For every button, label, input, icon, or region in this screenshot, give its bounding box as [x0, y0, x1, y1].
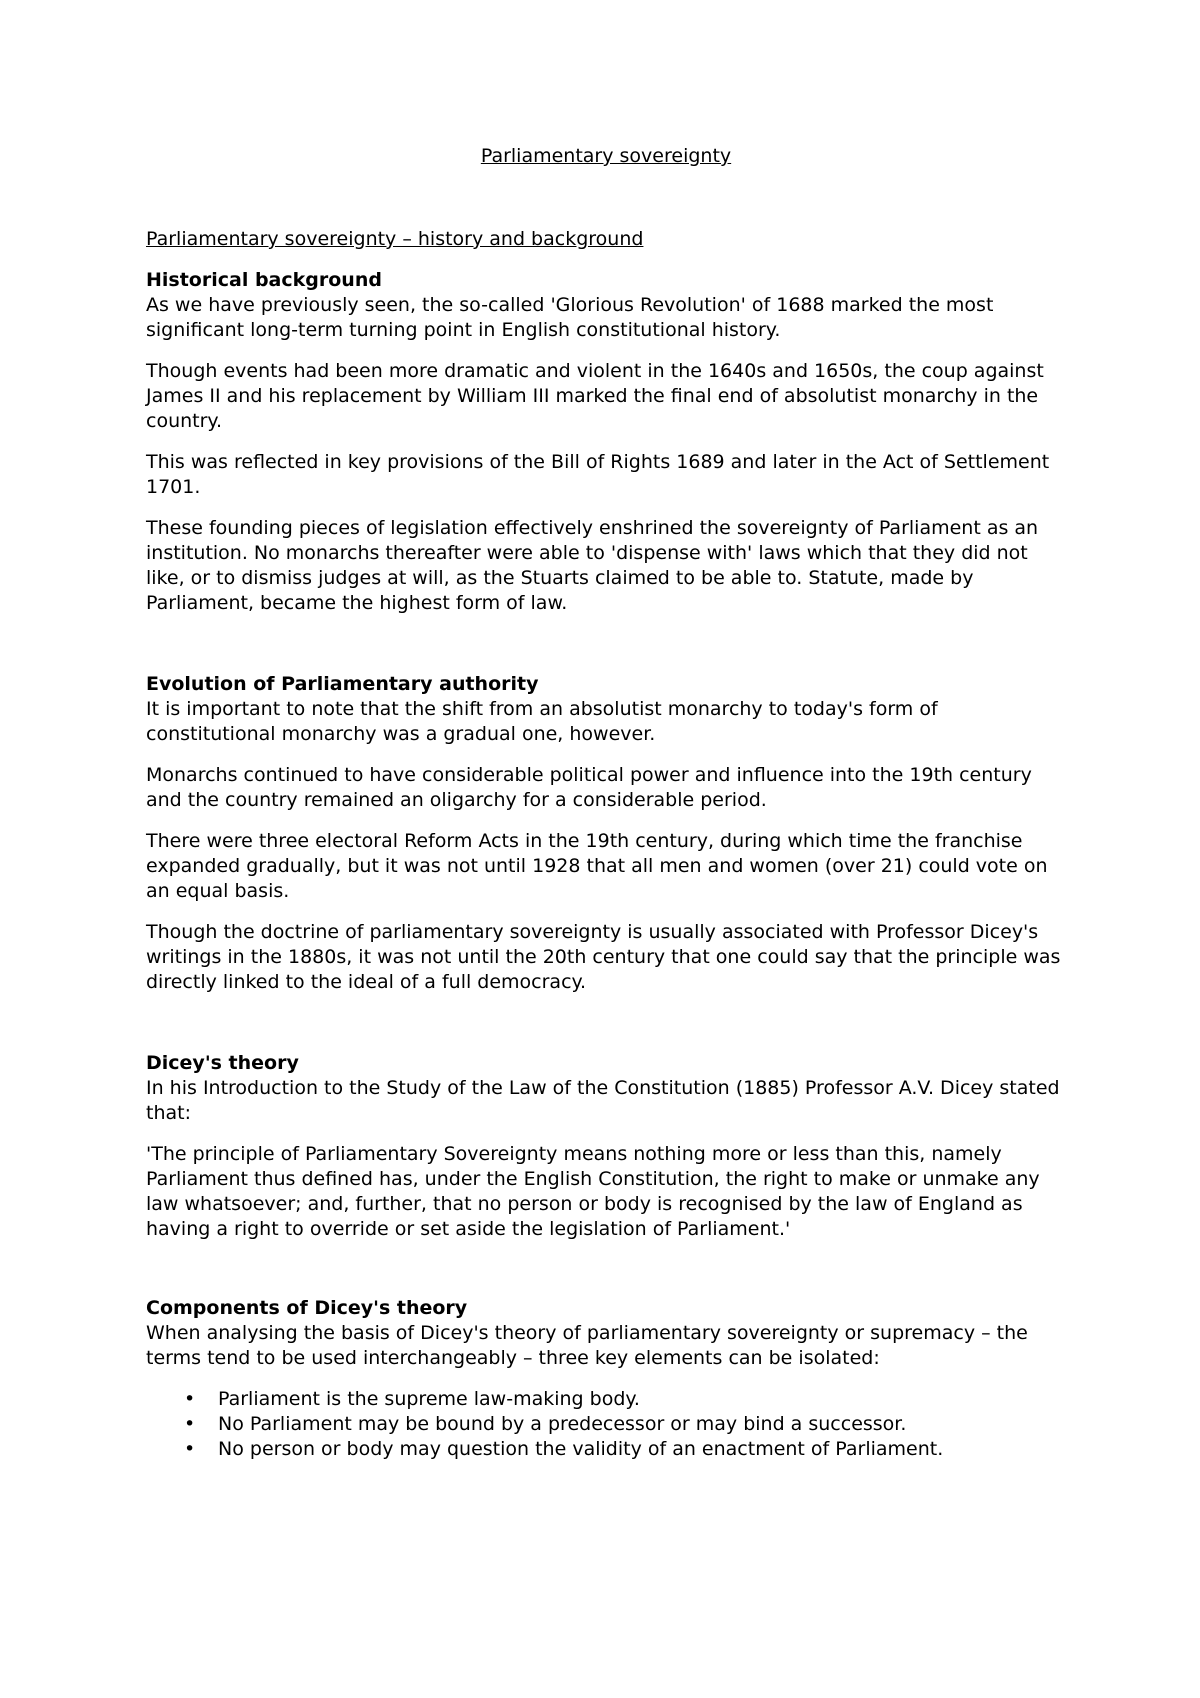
paragraph: There were three electoral Reform Acts in the 19th century, during which time the franchise expanded gradually, but it was not until 1928 that all men and women (over 21) could vote on an equal basis.	[146, 830, 1048, 902]
section-heading: Dicey's theory	[146, 1052, 299, 1074]
paragraph: Though the doctrine of parliamentary sovereignty is usually associated with Professor Dicey's writings in the 1880s, it was not until the 20th century that one could say that the principle was directly linked to the ideal of a full democracy.	[146, 921, 1061, 993]
paragraph: Monarchs continued to have considerable political power and influence into the 19th century and the country remained an oligarchy for a considerable period.	[146, 764, 1032, 811]
list-item	[146, 1387, 1066, 1412]
section-heading: Components of Dicey's theory	[146, 1297, 468, 1319]
paragraph: Though events had been more dramatic and violent in the 1640s and 1650s, the coup against James II and his replacement by William III marked the final end of absolutist monarchy in the country.	[146, 360, 1044, 432]
quote-paragraph: 'The principle of Parliamentary Sovereignty means nothing more or less than this, namely Parliament thus defined has, under the English Constitution, the right to make or unmake any law whatsoever; and, further, that no person or body is recognised by the law of England as having a right to override or set aside the legislation of Parliament.'	[146, 1143, 1040, 1240]
section-heading: Evolution of Parliamentary authority	[146, 673, 539, 695]
section-components-of-diceys-theory	[146, 1296, 1066, 1462]
list-item-text: Parliament is the supreme law-making body.	[218, 1388, 640, 1410]
section-diceys-theory	[146, 1051, 1066, 1258]
paragraph: This was reflected in key provisions of the Bill of Rights 1689 and later in the Act of Settlement 1701.	[146, 451, 1050, 498]
paragraph: As we have previously seen, the so-called 'Glorious Revolution' of 1688 marked the most significant long-term turning point in English constitutional history.	[146, 294, 994, 341]
paragraph: These founding pieces of legislation effectively enshrined the sovereignty of Parliament as an institution. No monarchs thereafter were able to 'dispense with' laws which that they did not like, or to dismiss judges at will, as the Stuarts claimed to be able to. Statute, made by Parliament, became the highest form of law.	[146, 517, 1039, 614]
list-item-text: No person or body may question the validity of an enactment of Parliament.	[218, 1438, 944, 1460]
paragraph: In his Introduction to the Study of the Law of the Constitution (1885) Professor A.V. Dicey stated that:	[146, 1077, 1060, 1124]
document-subtitle: Parliamentary sovereignty – history and background	[146, 228, 644, 250]
section-historical-background	[146, 268, 1066, 632]
paragraph: It is important to note that the shift from an absolutist monarchy to today's form of constitutional monarchy was a gradual one, however.	[146, 698, 938, 745]
bullet-icon: •	[184, 1388, 196, 1410]
section-heading: Historical background	[146, 269, 382, 291]
bullet-icon: •	[184, 1438, 196, 1460]
list-item	[146, 1412, 1066, 1437]
list-item-text: No Parliament may be bound by a predecessor or may bind a successor.	[218, 1413, 907, 1435]
bullet-list	[146, 1387, 1066, 1462]
section-evolution-of-authority	[146, 672, 1066, 1011]
bullet-icon: •	[184, 1413, 196, 1435]
paragraph: When analysing the basis of Dicey's theory of parliamentary sovereignty or supremacy – the terms tend to be used interchangeably – three key elements can be isolated:	[146, 1322, 1028, 1369]
document-title: Parliamentary sovereignty	[480, 145, 732, 167]
list-item	[146, 1437, 1066, 1462]
